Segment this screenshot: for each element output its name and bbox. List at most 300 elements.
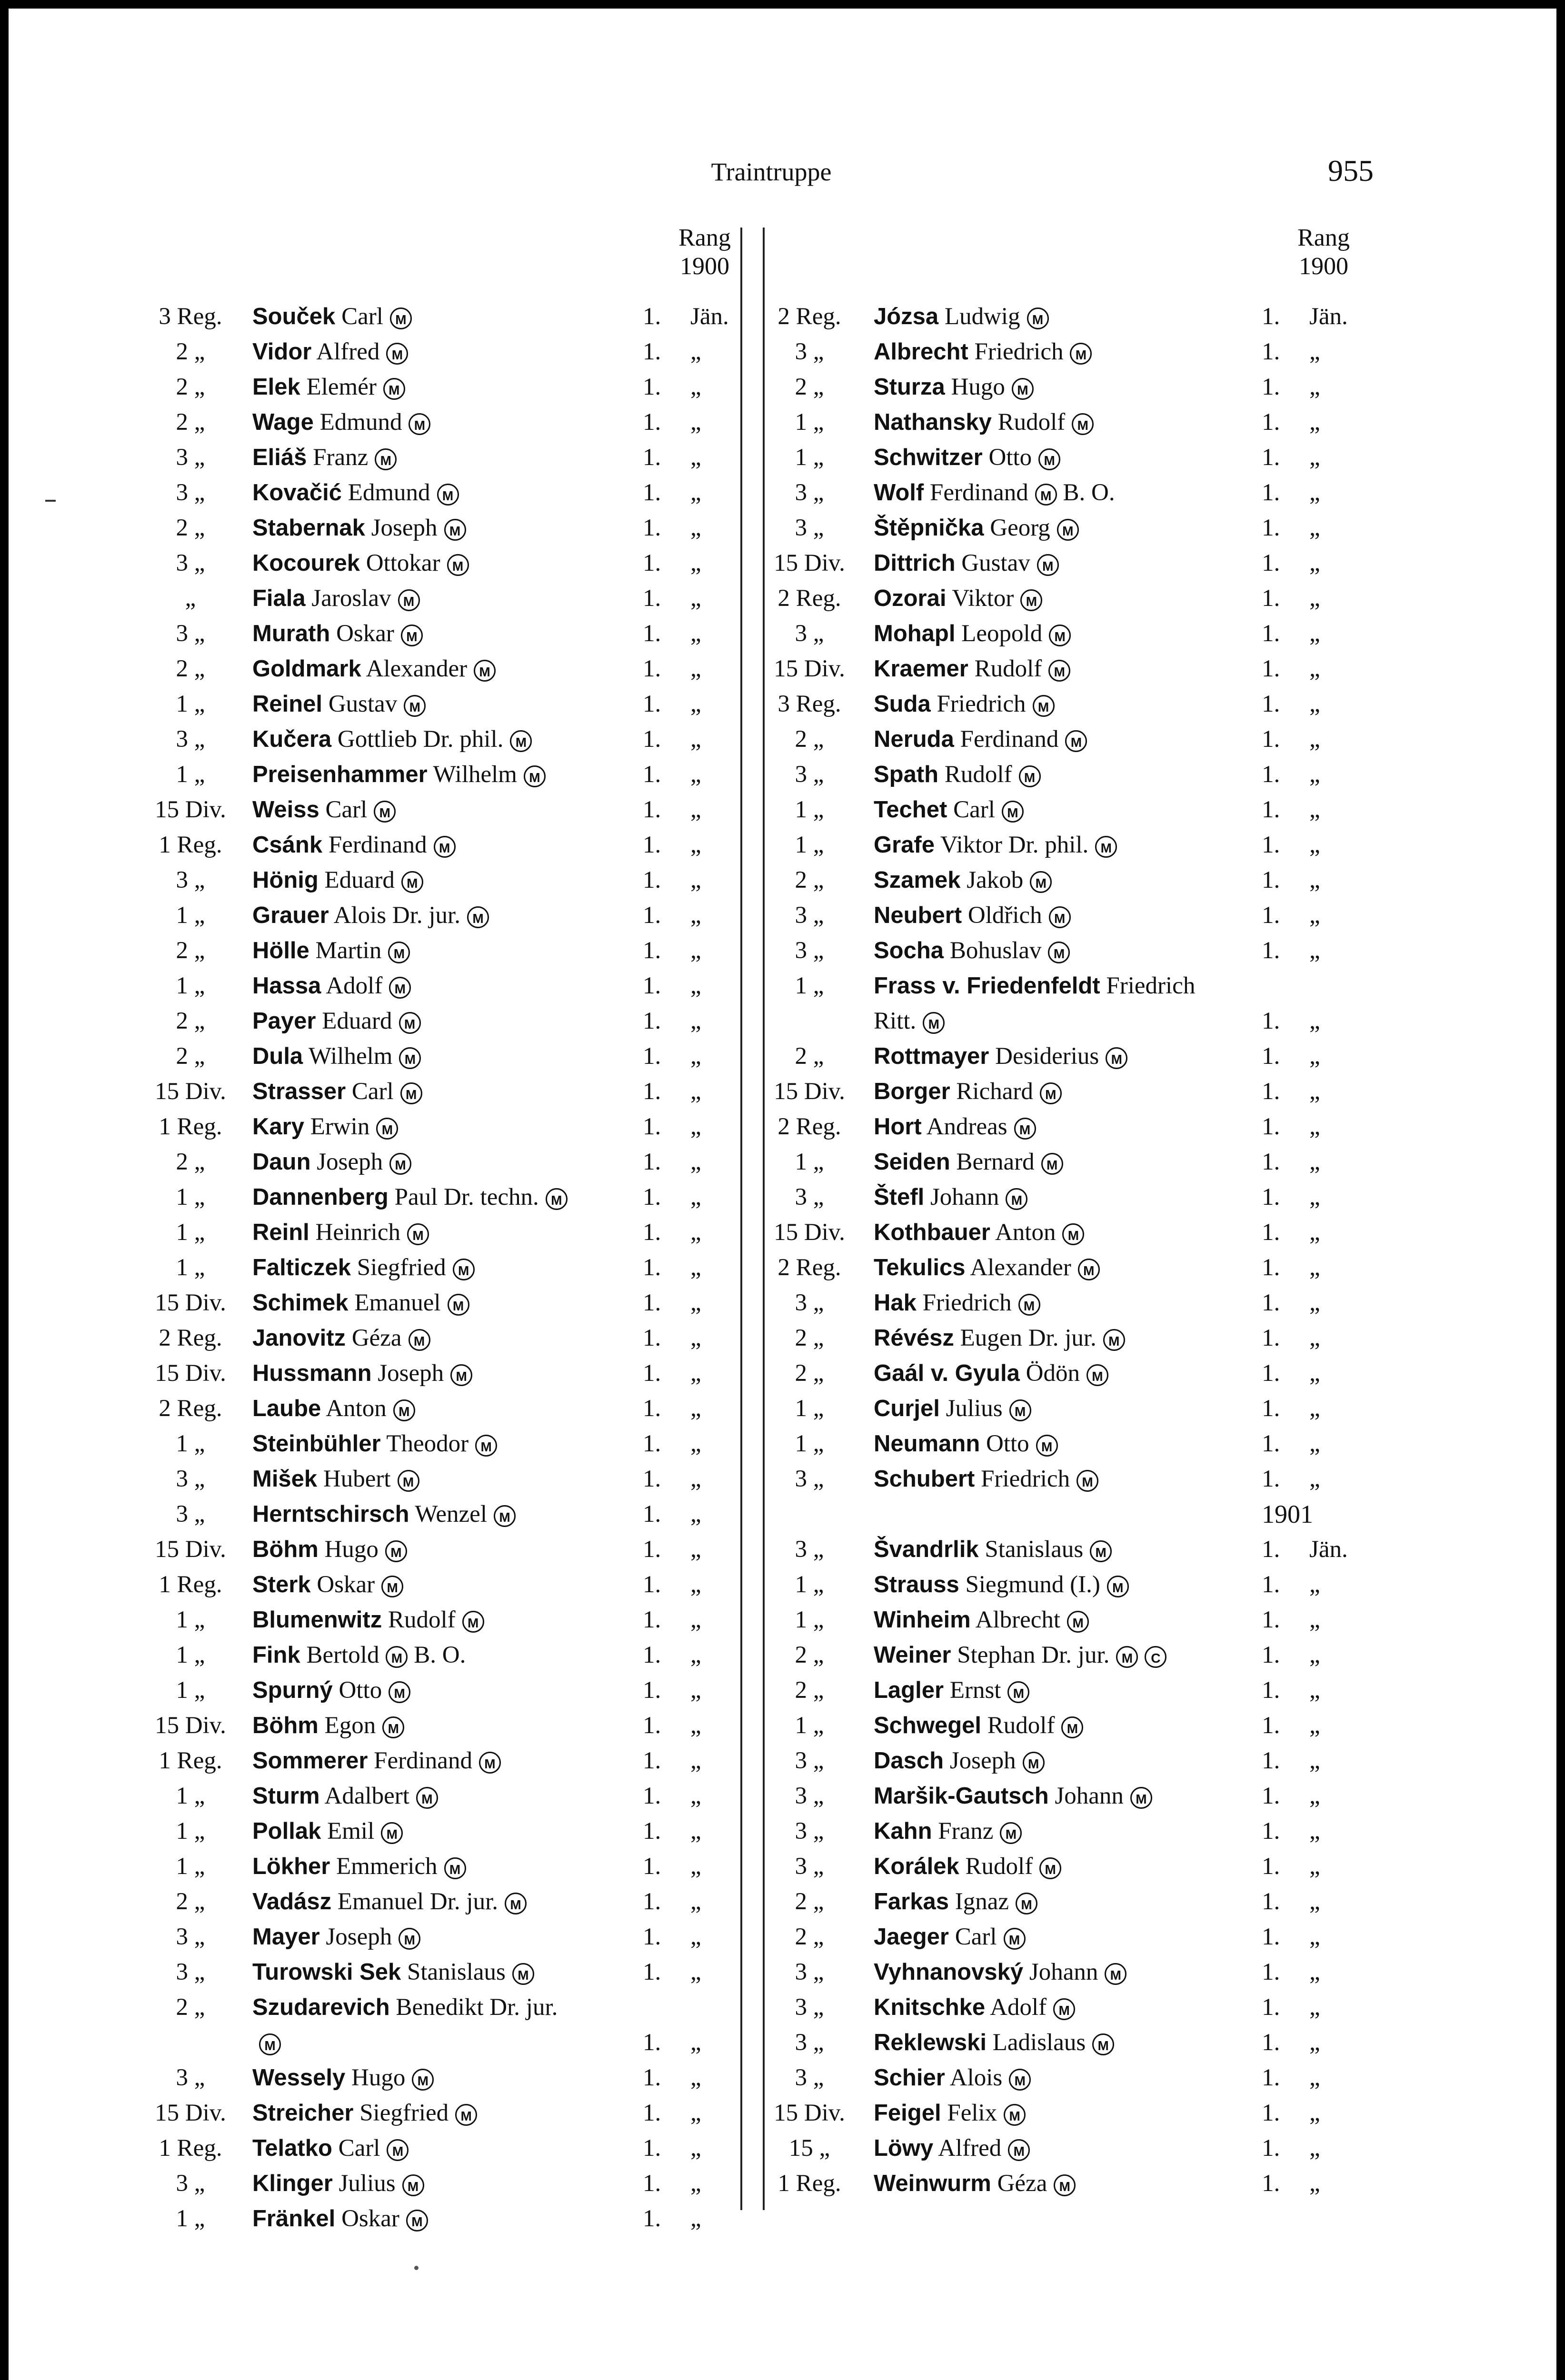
rank-day: 1. xyxy=(643,1571,661,1598)
marker-circle-icon: M xyxy=(455,2104,477,2126)
unit-label: 2 „ xyxy=(795,1888,824,1915)
marker-circle-icon: M xyxy=(389,977,411,999)
rank-day: 1. xyxy=(1262,303,1280,330)
officer-name xyxy=(252,1567,403,1602)
unit-label: 1 Reg. xyxy=(159,1747,222,1774)
rank-day: 1. xyxy=(643,1184,661,1210)
given-names: Friedrich xyxy=(981,1466,1070,1492)
marker-circle-icon: M xyxy=(1035,484,1057,506)
marker-circle-icon: M xyxy=(1020,589,1042,611)
rank-day: 1. xyxy=(643,761,661,788)
marker-circle-icon: M xyxy=(1006,1188,1027,1210)
marker-circle-icon: M xyxy=(1007,1681,1029,1703)
given-names: Ernst xyxy=(949,1677,1001,1704)
marker-circle-icon: M xyxy=(400,1082,422,1104)
surname: Farkas xyxy=(874,1889,949,1914)
surname: Kraemer xyxy=(874,656,968,682)
surname: Murath xyxy=(252,621,330,646)
marker-circle-icon: M xyxy=(393,1399,415,1421)
given-names: Ignaz xyxy=(955,1888,1009,1915)
unit-label: 15 Div. xyxy=(155,1536,226,1563)
given-names: Benedikt Dr. jur. xyxy=(396,1994,558,2021)
unit-label: 3 „ xyxy=(176,620,205,647)
unit-label: 3 „ xyxy=(795,1747,824,1774)
marker-circle-icon: M xyxy=(1105,1963,1126,1985)
running-head: Traintruppe xyxy=(711,158,832,186)
officer-name xyxy=(874,1954,1126,1990)
unit-label: 15 Div. xyxy=(155,1360,226,1387)
rank-day: 1. xyxy=(643,867,661,893)
given-names: Géza xyxy=(351,1325,402,1351)
given-names: Joseph xyxy=(949,1747,1016,1774)
rank-month: „ xyxy=(690,2170,701,2197)
surname: Klinger xyxy=(252,2171,333,2196)
rank-day: 1. xyxy=(643,1501,661,1527)
surname: Winheim xyxy=(874,1607,971,1633)
officer-name xyxy=(252,1884,527,1919)
given-names: Andreas xyxy=(926,1113,1007,1140)
surname: Stabernak xyxy=(252,515,365,541)
marker-circle-icon: M xyxy=(386,343,408,365)
unit-label: 15 Div. xyxy=(155,1289,226,1316)
officer-name xyxy=(874,722,1087,757)
officer-name xyxy=(874,757,1041,792)
rank-day: 1. xyxy=(643,937,661,964)
given-names: Erwin xyxy=(310,1113,370,1140)
rank-month: „ xyxy=(690,1325,701,1351)
marker-circle-icon: M xyxy=(1019,765,1041,787)
marker-circle-icon: M xyxy=(434,836,456,858)
rank-month: „ xyxy=(690,2205,701,2232)
marker-circle-icon: M xyxy=(381,1576,403,1597)
unit-label: 3 „ xyxy=(795,761,824,788)
surname: Dasch xyxy=(874,1748,944,1774)
surname: Tekulics xyxy=(874,1255,966,1280)
marker-circle-icon: M xyxy=(407,1223,429,1245)
officer-name xyxy=(252,1003,421,1039)
marker-circle-icon: M xyxy=(416,1787,438,1809)
rank-month: „ xyxy=(690,1783,701,1809)
unit-label: 15 Div. xyxy=(774,2100,845,2126)
marker-circle-icon: M xyxy=(1030,871,1052,893)
marker-circle-icon: M xyxy=(1116,1646,1138,1668)
rank-day: 1. xyxy=(1262,1008,1280,1034)
surname: Lökher xyxy=(252,1854,330,1879)
rank-day: 1. xyxy=(643,338,661,365)
officer-name xyxy=(252,1356,472,1391)
officer-name xyxy=(874,1180,1027,1215)
given-names: Ödön xyxy=(1026,1360,1080,1387)
surname: Streicher xyxy=(252,2100,354,2126)
rank-month: „ xyxy=(690,2100,701,2126)
officer-name xyxy=(874,1215,1084,1250)
officer-name xyxy=(874,581,1042,616)
officer-name xyxy=(874,475,1115,510)
rank-day: 1. xyxy=(1262,444,1280,471)
surname: Schimek xyxy=(252,1290,349,1316)
given-names: Stephan Dr. jur. xyxy=(957,1642,1110,1668)
officer-name xyxy=(874,686,1055,722)
unit-label: 1 „ xyxy=(795,1571,824,1598)
rank-month: „ xyxy=(1309,1677,1320,1704)
given-names: Friedrich xyxy=(922,1289,1012,1316)
officer-name xyxy=(252,898,489,933)
rank-month: „ xyxy=(690,761,701,788)
surname: Feigel xyxy=(874,2100,941,2126)
surname: Jaeger xyxy=(874,1924,949,1950)
rang-label: Rang xyxy=(678,224,731,251)
marker-circle-icon: M xyxy=(505,1893,527,1914)
rank-month: „ xyxy=(1309,761,1320,788)
rank-day: 1. xyxy=(643,1078,661,1105)
officer-name xyxy=(252,2201,428,2236)
unit-label: 3 „ xyxy=(176,1959,205,1985)
officer-name xyxy=(252,1637,466,1673)
unit-label: 3 „ xyxy=(176,479,205,506)
rank-day: 1. xyxy=(1262,374,1280,400)
rank-day: 1. xyxy=(643,726,661,753)
marker-circle-icon: M xyxy=(494,1505,516,1527)
surname: Schier xyxy=(874,2065,945,2091)
unit-label: 3 „ xyxy=(795,1466,824,1492)
rank-day: 1. xyxy=(1262,726,1280,753)
officer-name xyxy=(874,1814,1022,1849)
name-suffix: B. O. xyxy=(1063,479,1115,506)
marker-circle-icon: M xyxy=(923,1012,945,1034)
surname: Nathansky xyxy=(874,409,992,435)
rang-header-left xyxy=(657,224,752,281)
rank-day: 1. xyxy=(643,409,661,436)
surname: Strasser xyxy=(252,1079,346,1104)
rank-month: „ xyxy=(690,1677,701,1704)
officer-name xyxy=(874,1144,1063,1180)
marker-circle-icon: M xyxy=(1040,1082,1062,1104)
given-names: Egon xyxy=(324,1712,376,1739)
name-suffix: B. O. xyxy=(414,1642,466,1668)
given-names: Theodor xyxy=(386,1430,469,1457)
rank-month: „ xyxy=(1309,1924,1320,1950)
unit-label: 1 „ xyxy=(176,691,205,717)
unit-label: 1 „ xyxy=(795,1712,824,1739)
surname: Hassa xyxy=(252,973,321,999)
rank-month: „ xyxy=(1309,1008,1320,1034)
marker-circle-icon: M xyxy=(1054,2174,1076,2196)
given-names: Alexander xyxy=(366,655,468,682)
rank-day: 1. xyxy=(1262,1571,1280,1598)
marker-circle-icon: M xyxy=(386,1646,408,1668)
given-names: Carl xyxy=(325,796,368,823)
given-names: Rudolf xyxy=(997,409,1066,436)
rank-day: 1. xyxy=(643,444,661,471)
rank-month: „ xyxy=(690,1642,701,1668)
marker-circle-icon: M xyxy=(1061,1716,1083,1738)
surname: Weiner xyxy=(874,1642,951,1668)
rank-month: „ xyxy=(1309,655,1320,682)
rank-day: 1. xyxy=(1262,585,1280,612)
surname: Szudarevich xyxy=(252,1994,390,2020)
unit-label: 1 Reg. xyxy=(778,2170,841,2197)
rank-day: 1. xyxy=(1262,1184,1280,1210)
officer-name xyxy=(252,1426,497,1461)
surname: Štěpnička xyxy=(874,515,984,541)
rank-day: 1. xyxy=(1262,1712,1280,1739)
given-names: Julius xyxy=(946,1395,1003,1422)
unit-label: 2 Reg. xyxy=(159,1325,222,1351)
rang-header-right xyxy=(1276,224,1371,281)
officer-name xyxy=(252,1074,422,1109)
marker-circle-icon: M xyxy=(389,1153,411,1175)
officer-name xyxy=(874,1778,1152,1814)
rank-month: „ xyxy=(690,479,701,506)
unit-label: 2 „ xyxy=(176,1043,205,1070)
officer-name xyxy=(252,581,420,616)
given-names: Siegfried xyxy=(359,2100,449,2126)
rank-day: 1. xyxy=(643,1219,661,1246)
rank-day: 1. xyxy=(1262,867,1280,893)
given-names: Rudolf xyxy=(944,761,1012,788)
surname: Hussmann xyxy=(252,1360,372,1386)
officer-name xyxy=(874,898,1071,933)
rank-day: 1. xyxy=(643,374,661,400)
unit-label: 2 „ xyxy=(176,338,205,365)
rank-month: „ xyxy=(690,374,701,400)
surname: Neruda xyxy=(874,726,954,752)
marker-circle-icon: M xyxy=(1095,836,1117,858)
officer-name xyxy=(874,616,1071,651)
surname: Eliáš xyxy=(252,445,307,470)
rank-month: „ xyxy=(1309,1606,1320,1633)
rank-day: 1. xyxy=(1262,2100,1280,2126)
marker-circle-icon: M xyxy=(1092,2033,1114,2055)
rank-month: „ xyxy=(1309,1430,1320,1457)
officer-name xyxy=(252,1990,558,2025)
rank-day: 1. xyxy=(1262,338,1280,365)
given-names: Bernard xyxy=(956,1149,1035,1175)
officer-name xyxy=(252,1673,410,1708)
given-names: Alois Dr. jur. xyxy=(333,902,460,929)
unit-label: 1 „ xyxy=(176,1818,205,1844)
unit-label: 1 „ xyxy=(795,796,824,823)
surname: Wolf xyxy=(874,480,924,506)
officer-name xyxy=(874,1884,1037,1919)
unit-label: 2 „ xyxy=(176,515,205,541)
officer-name xyxy=(874,1426,1058,1461)
surname: Reinl xyxy=(252,1220,309,1245)
officer-name xyxy=(252,968,411,1003)
rank-day: 1. xyxy=(643,585,661,612)
given-names: Bohuslav xyxy=(949,937,1042,964)
given-names: Hubert xyxy=(323,1466,391,1492)
surname: Reklewski xyxy=(874,2030,987,2055)
given-names: Friedrich xyxy=(974,338,1064,365)
unit-label: 1 „ xyxy=(176,902,205,929)
surname: Weinwurm xyxy=(874,2171,991,2196)
officer-name xyxy=(252,1849,466,1884)
rank-month: „ xyxy=(690,1501,701,1527)
unit-label: 3 „ xyxy=(795,1184,824,1210)
surname: Fiala xyxy=(252,585,306,611)
officer-name xyxy=(874,440,1060,475)
surname: Fink xyxy=(252,1642,300,1668)
marker-circle-icon: M xyxy=(444,519,466,541)
officer-name xyxy=(874,2095,1026,2131)
rank-month: „ xyxy=(1309,867,1320,893)
given-names: Paul Dr. techn. xyxy=(394,1184,539,1210)
marker-circle-icon: M xyxy=(1062,1223,1084,1245)
unit-label: 3 „ xyxy=(795,937,824,964)
surname: Löwy xyxy=(874,2135,934,2161)
marker-circle-icon: M xyxy=(450,1364,472,1386)
officer-name xyxy=(252,792,396,827)
marker-circle-icon: M xyxy=(381,1822,403,1844)
officer-name xyxy=(874,1356,1108,1391)
rank-day: 1. xyxy=(643,1113,661,1140)
given-names: Franz xyxy=(938,1818,994,1844)
surname: Sturm xyxy=(252,1783,320,1809)
marker-circle-icon: M xyxy=(406,2210,428,2231)
officer-name xyxy=(874,1919,1026,1954)
rank-day: 1. xyxy=(643,2205,661,2232)
given-names: Carl xyxy=(338,2135,380,2162)
unit-label: 1 „ xyxy=(176,1677,205,1704)
unit-label: 15 Div. xyxy=(155,796,226,823)
officer-name xyxy=(252,1215,429,1250)
given-names: Eugen Dr. jur. xyxy=(960,1325,1096,1351)
unit-label: 3 „ xyxy=(176,2170,205,2197)
officer-name xyxy=(874,545,1059,581)
marker-circle-icon: M xyxy=(1000,1822,1022,1844)
marker-circle-icon: M xyxy=(467,906,489,928)
surname: Vadász xyxy=(252,1889,332,1914)
rank-day: 1. xyxy=(643,1289,661,1316)
rank-day: 1. xyxy=(1262,1888,1280,1915)
given-names: Joseph xyxy=(317,1149,383,1175)
marker-circle-icon: M xyxy=(388,942,410,963)
surname: Vyhnanovský xyxy=(874,1959,1024,1985)
given-names: Rudolf xyxy=(388,1606,456,1633)
unit-label: 3 „ xyxy=(795,2029,824,2056)
unit-label: 2 „ xyxy=(795,1325,824,1351)
officer-name xyxy=(252,863,423,898)
surname: Hort xyxy=(874,1114,922,1140)
rank-day: 1. xyxy=(643,1924,661,1950)
unit-label: 2 „ xyxy=(795,726,824,753)
given-names: Martin xyxy=(315,937,382,964)
given-names: Rudolf xyxy=(974,655,1042,682)
rank-month: „ xyxy=(690,1853,701,1880)
surname: Goldmark xyxy=(252,656,361,682)
surname: Szamek xyxy=(874,867,961,893)
rank-day: 1. xyxy=(643,1712,661,1739)
rank-day: 1. xyxy=(643,1360,661,1387)
rank-day: 1. xyxy=(1262,796,1280,823)
officer-name xyxy=(874,827,1117,863)
given-names: Anton xyxy=(326,1395,387,1422)
rank-month: Jän. xyxy=(1309,1536,1348,1563)
unit-label: 3 Reg. xyxy=(159,303,222,330)
unit-label: 1 „ xyxy=(176,761,205,788)
rank-month: „ xyxy=(690,1219,701,1246)
marker-circle-icon: M xyxy=(398,1470,419,1492)
officer-name xyxy=(252,651,496,686)
unit-label: 3 „ xyxy=(176,867,205,893)
unit-label: 3 „ xyxy=(795,1853,824,1880)
rank-month: „ xyxy=(690,1818,701,1844)
surname: Suda xyxy=(874,691,931,717)
unit-label: 3 „ xyxy=(795,1994,824,2021)
unit-label: 2 „ xyxy=(176,1994,205,2021)
rank-day: 1. xyxy=(643,1888,661,1915)
given-names: Bertold xyxy=(306,1642,379,1668)
rank-day: 1. xyxy=(643,1536,661,1563)
column-divider xyxy=(763,228,765,2210)
officer-name xyxy=(252,1391,415,1426)
surname: Mohapl xyxy=(874,621,956,646)
rank-month: „ xyxy=(690,1712,701,1739)
unit-label: 1 „ xyxy=(176,2205,205,2232)
officer-name xyxy=(252,827,456,863)
rank-day: 1. xyxy=(643,2170,661,2197)
marker-circle-icon: M xyxy=(389,1681,410,1703)
rank-day: 1. xyxy=(1262,409,1280,436)
rank-month: „ xyxy=(1309,620,1320,647)
surname: Turowski Sek xyxy=(252,1959,401,1985)
given-names: Siegfried xyxy=(357,1254,446,1281)
officer-name xyxy=(252,440,397,475)
officer-name xyxy=(874,651,1070,686)
unit-label: 15 Div. xyxy=(774,1219,845,1246)
officer-name xyxy=(874,2131,1030,2166)
surname: Reinel xyxy=(252,691,323,717)
given-names: Anton xyxy=(995,1219,1056,1246)
marker-circle-icon: M xyxy=(398,589,420,611)
rank-day: 1. xyxy=(643,1395,661,1422)
rank-month: „ xyxy=(690,585,701,612)
surname: Frass v. Friedenfeldt xyxy=(874,973,1100,999)
given-names: Wilhelm xyxy=(433,761,517,788)
unit-label: 3 „ xyxy=(176,1466,205,1492)
officer-name xyxy=(874,334,1092,369)
given-names: Elemér xyxy=(306,374,377,400)
surname: Souček xyxy=(252,304,336,329)
unit-label: 15 Div. xyxy=(774,550,845,576)
given-names: Ferdinand xyxy=(374,1747,472,1774)
surname: Seiden xyxy=(874,1149,950,1175)
given-names: Ladislaus xyxy=(992,2029,1086,2056)
given-names: Gustav xyxy=(961,550,1030,576)
rank-month: „ xyxy=(1309,2170,1320,2197)
unit-label: 3 „ xyxy=(795,479,824,506)
rank-day: 1. xyxy=(643,1677,661,1704)
marker-circle-icon: M xyxy=(1087,1364,1108,1386)
unit-label: 3 „ xyxy=(176,726,205,753)
unit-label: 1 „ xyxy=(176,1430,205,1457)
unit-label: 3 „ xyxy=(795,620,824,647)
marker-circle-icon: M xyxy=(1130,1787,1152,1809)
officer-name xyxy=(252,2095,477,2131)
unit-label: 2 „ xyxy=(176,1008,205,1034)
surname: Švandrlik xyxy=(874,1537,979,1562)
officer-name xyxy=(874,2025,1114,2060)
unit-label: 3 Reg. xyxy=(778,691,841,717)
officer-name xyxy=(874,1637,1166,1673)
given-names: Georg xyxy=(990,515,1050,541)
unit-label: 1 „ xyxy=(176,1606,205,1633)
surname: Preisenhammer xyxy=(252,762,428,787)
marker-circle-icon: M xyxy=(409,413,430,435)
marker-circle-icon: M xyxy=(374,801,396,823)
unit-label: 3 „ xyxy=(176,1501,205,1527)
